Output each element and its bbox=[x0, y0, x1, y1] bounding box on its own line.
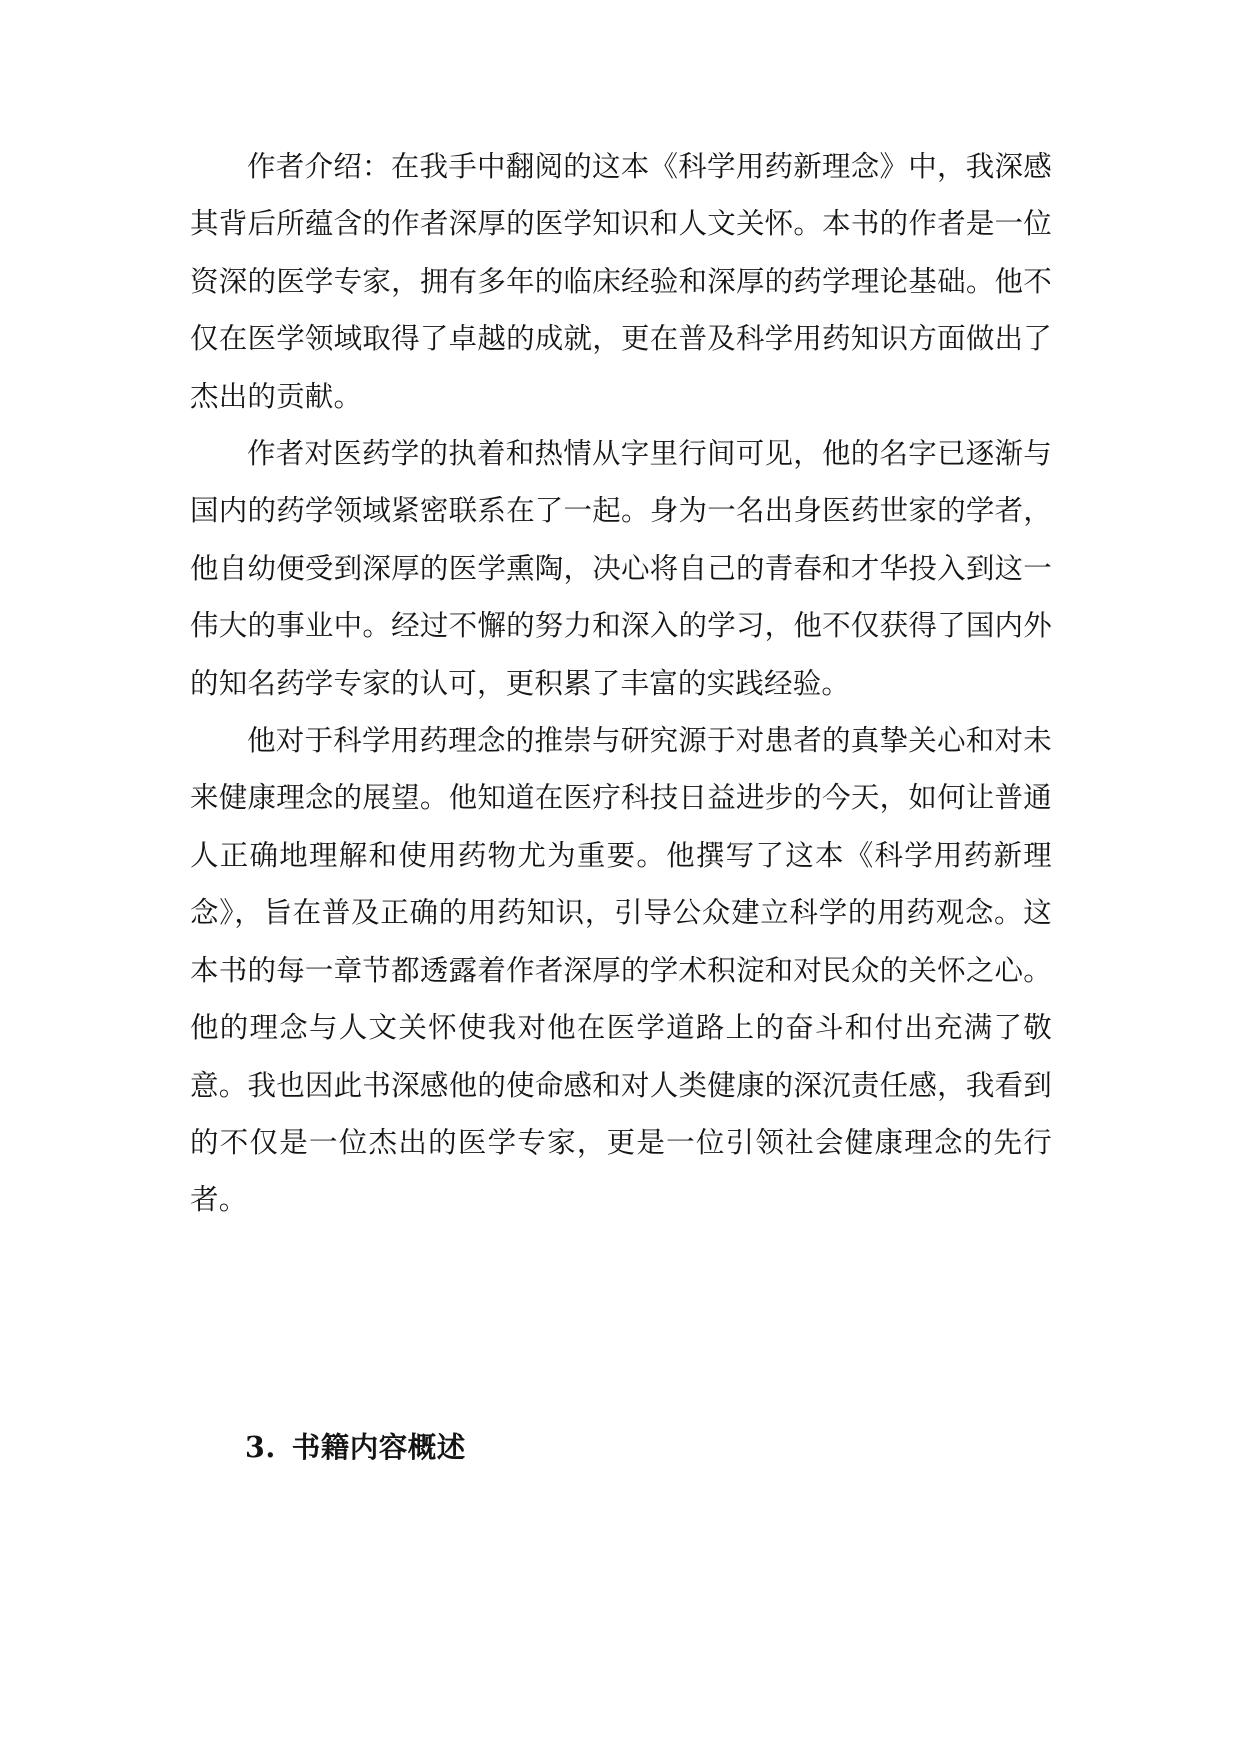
paragraph-author-passion: 作者对医药学的执着和热情从字里行间可见，他的名字已逐渐与国内的药学领域紧密联系在了一起。身为一名出身医药世家的学者，他自幼便受到深厚的医学熏陶，决心将自己的青春和才华投入到这一伟大的事业中。经过不懈的努力和深入的学习，他不仅获得了国内外的知名药学专家的认可，更积累了丰富的实践经验。 bbox=[190, 437, 1052, 700]
paragraph-author-intro: 作者介绍：在我手中翻阅的这本《科学用药新理念》中，我深感其背后所蕴含的作者深厚的医学知识和人文关怀。本书的作者是一位资深的医学专家，拥有多年的临床经验和深厚的药学理论基础。他不仅在医学领域取得了卓越的成就，更在普及科学用药知识方面做出了杰出的贡献。 bbox=[190, 150, 1052, 413]
section-heading bbox=[245, 1419, 466, 1476]
section-number: 3. bbox=[245, 1430, 276, 1464]
body-text bbox=[190, 138, 1052, 1229]
paragraph-author-philosophy: 他对于科学用药理念的推崇与研究源于对患者的真挚关心和对未来健康理念的展望。他知道在医疗科技日益进步的今天，如何让普通人正确地理解和使用药物尤为重要。他撰写了这本《科学用药新理念》，旨在普及正确的用药知识，引导公众建立科学的用药观念。这本书的每一章节都透露着作者深厚的学术积淀和对民众的关怀之心。他的理念与人文关怀使我对他在医学道路上的奋斗和付出充满了敬意。我也因此书深感他的使命感和对人类健康的深沉责任感，我看到的不仅是一位杰出的医学专家，更是一位引领社会健康理念的先行者。 bbox=[190, 724, 1052, 1217]
section-title: 书籍内容概述 bbox=[291, 1430, 466, 1464]
